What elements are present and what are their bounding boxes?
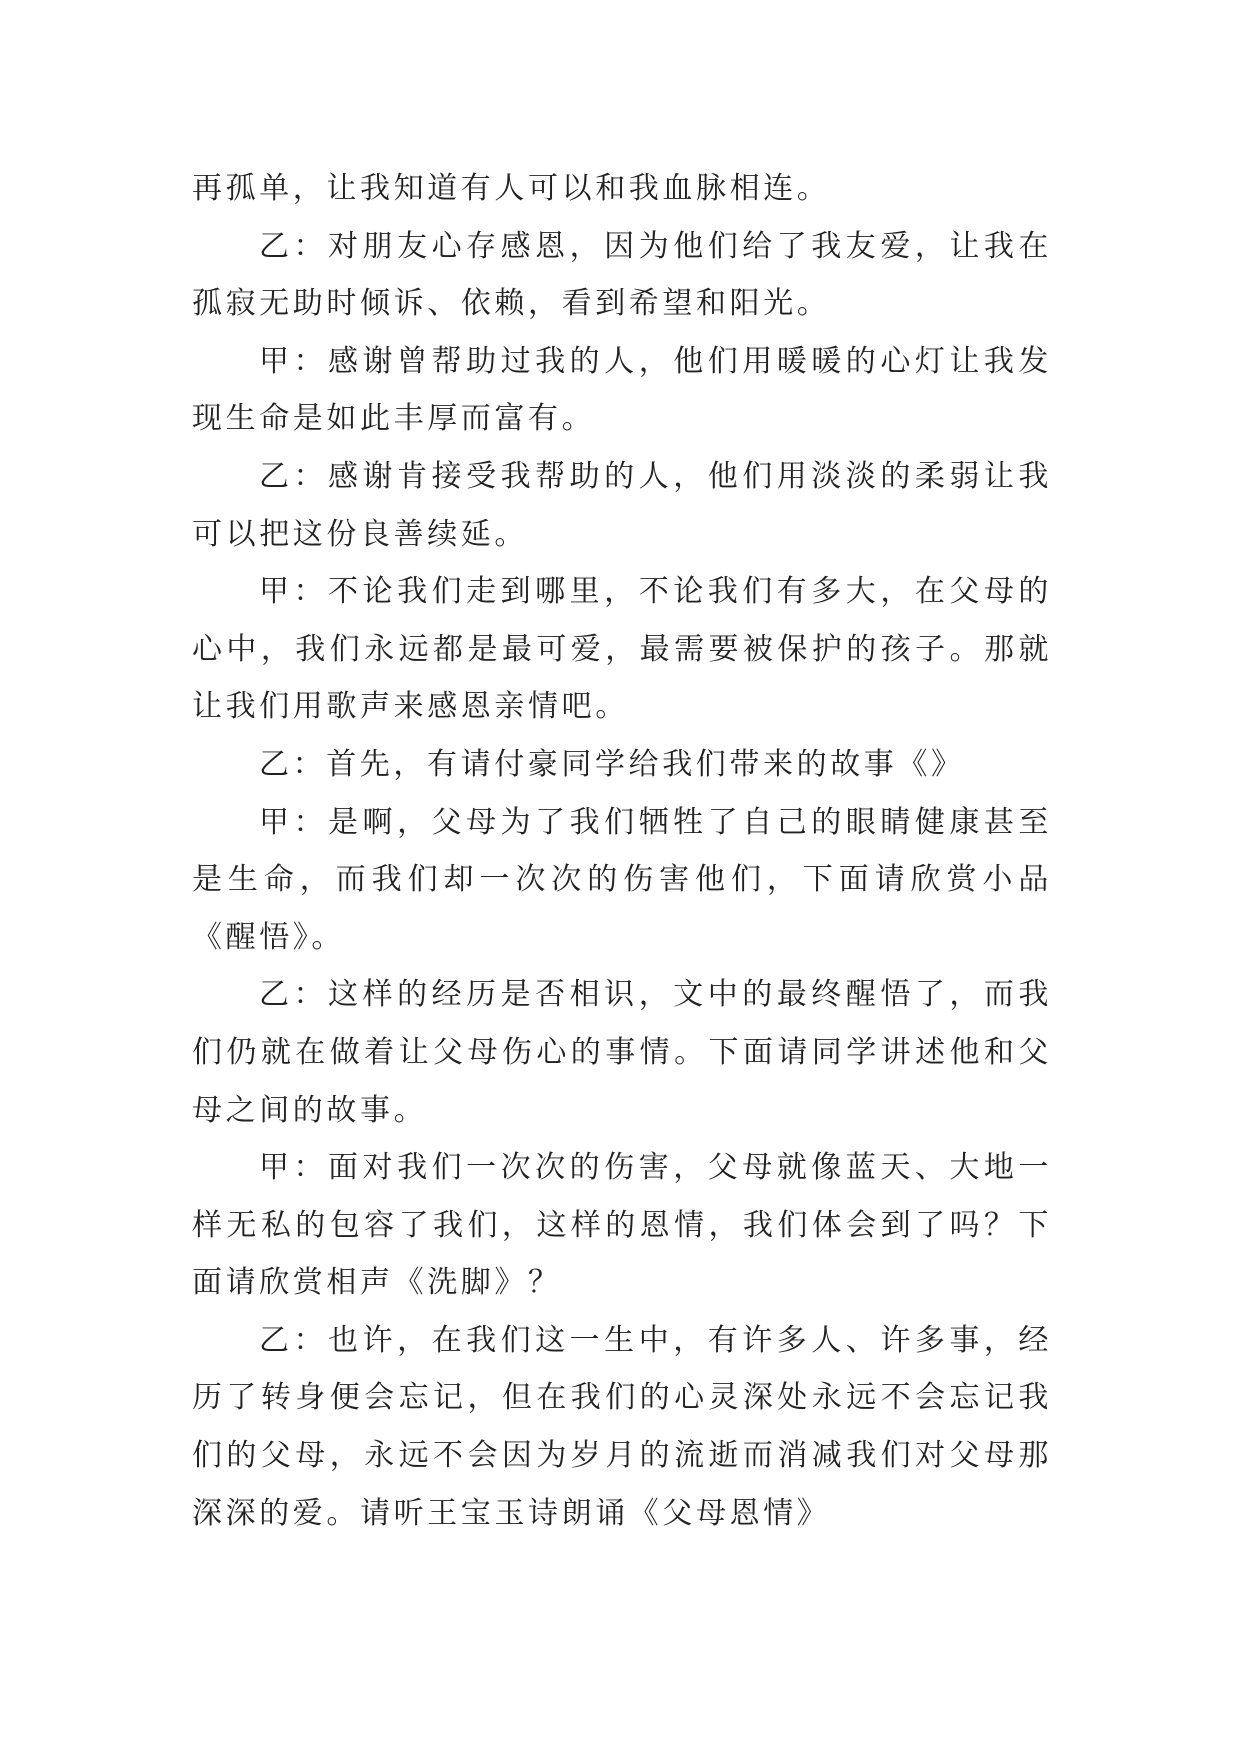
paragraph-9: 甲：面对我们一次次的伤害，父母就像蓝天、大地一样无私的包容了我们，这样的恩情，我们体会到了吗？下面请欣赏相声《洗脚》？	[192, 1150, 1052, 1301]
document-body	[192, 160, 1052, 1542]
paragraph-5: 甲：不论我们走到哪里，不论我们有多大，在父母的心中，我们永远都是最可爱，最需要被保护的孩子。那就让我们用歌声来感恩亲情吧。	[192, 574, 1052, 725]
paragraph-8: 乙：这样的经历是否相识，文中的最终醒悟了，而我们仍就在做着让父母伤心的事情。下面请同学讲述他和父母之间的故事。	[192, 977, 1052, 1128]
paragraph-7: 甲：是啊，父母为了我们牺牲了自己的眼睛健康甚至是生命，而我们却一次次的伤害他们，下面请欣赏小品《醒悟》。	[192, 804, 1052, 955]
paragraph-10: 乙：也许，在我们这一生中，有许多人、许多事，经历了转身便会忘记，但在我们的心灵深处永远不会忘记我们的父母，永远不会因为岁月的流逝而消减我们对父母那深深的爱。请听王宝玉诗朗诵《父母恩情》	[192, 1322, 1052, 1531]
paragraph-1: 再孤单，让我知道有人可以和我血脉相连。	[192, 171, 831, 206]
paragraph-2: 乙：对朋友心存感恩，因为他们给了我友爱，让我在孤寂无助时倾诉、依赖，看到希望和阳光。	[192, 228, 1052, 322]
paragraph-3: 甲：感谢曾帮助过我的人，他们用暖暖的心灯让我发现生命是如此丰厚而富有。	[192, 343, 1052, 437]
paragraph-4: 乙：感谢肯接受我帮助的人，他们用淡淡的柔弱让我可以把这份良善续延。	[192, 458, 1052, 552]
paragraph-6: 乙：首先，有请付豪同学给我们带来的故事《》	[259, 746, 965, 782]
